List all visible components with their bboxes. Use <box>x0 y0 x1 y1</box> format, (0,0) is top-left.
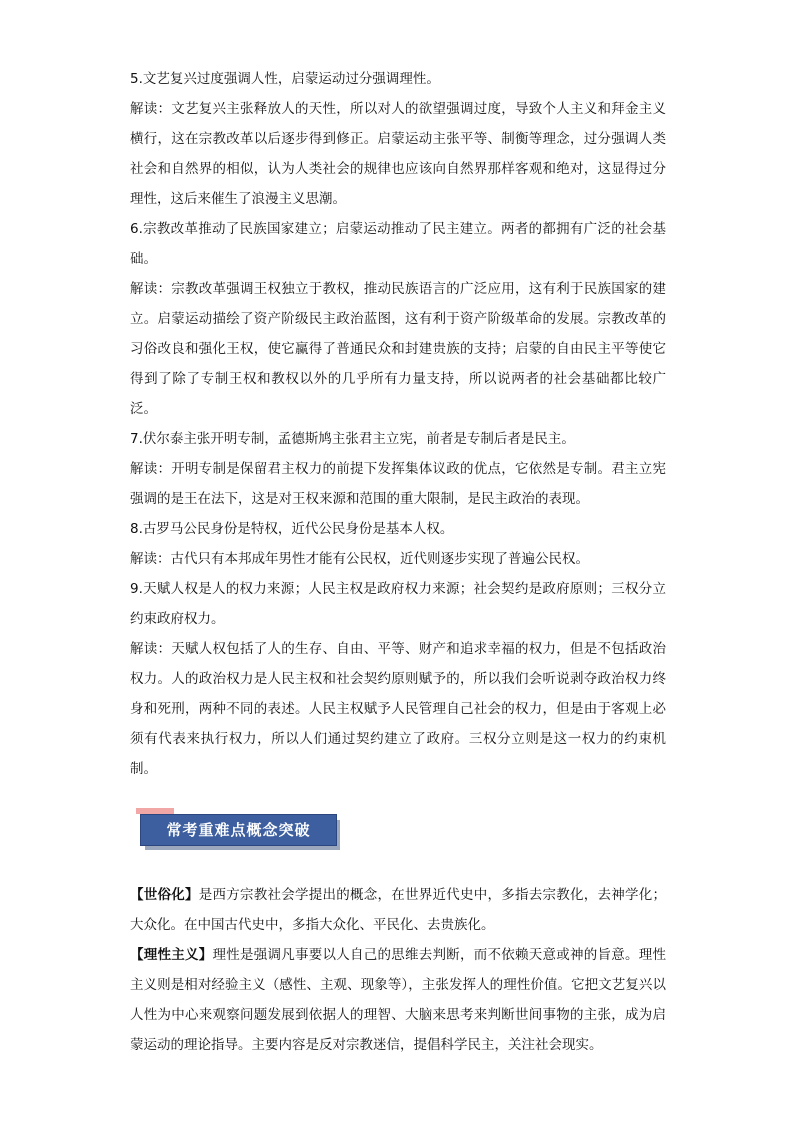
statement-9: 9.天赋人权是人的权力来源；人民主权是政府权力来源；社会契约是政府原则；三权分立约束政府权力。 <box>130 581 666 627</box>
statement-5: 5.文艺复兴过度强调人性，启蒙运动过分强调理性。 <box>130 71 440 87</box>
document-page <box>130 64 666 1060</box>
concept-term: 【理性主义】 <box>130 947 213 963</box>
statement-6: 6.宗教改革推动了民族国家建立；启蒙运动推动了民主建立。两者的都拥有广泛的社会基础。 <box>130 221 666 267</box>
concept-term: 【世俗化】 <box>130 887 199 903</box>
section-banner-container <box>130 800 666 856</box>
statement-7: 7.伏尔泰主张开明专制，孟德斯鸠主张君主立宪，前者是专制后者是民主。 <box>130 431 575 447</box>
explanation-9: 解读：天赋人权包括了人的生存、自由、平等、财产和追求幸福的权力，但是不包括政治权力。人的政治权力是人民主权和社会契约原则赋予的，所以我们会听说剥夺政治权力终身和死刑，两种不同的表述。人民主权赋予人民管理自己社会的权力，但是由于客观上必须有代表来执行权力，所以人们通过契约建立了政府。三权分立则是这一权力的约束机制。 <box>130 641 666 777</box>
explanation-5: 解读：文艺复兴主张释放人的天性，所以对人的欲望强调过度，导致个人主义和拜金主义横行，这在宗教改革以后逐步得到修正。启蒙运动主张平等、制衡等理念，过分强调人类社会和自然界的相似，认为人类社会的规律也应该向自然界那样客观和绝对，这显得过分理性，这后来催生了浪漫主义思潮。 <box>130 101 666 207</box>
concept-secularization <box>130 880 666 940</box>
explanation-6: 解读：宗教改革强调王权独立于教权，推动民族语言的广泛应用，这有利于民族国家的建立。启蒙运动描绘了资产阶级民主政治蓝图，这有利于资产阶级革命的发展。宗教改革的习俗改良和强化王权，使它赢得了普通民众和封建贵族的支持；启蒙的自由民主平等使它得到了除了专制王权和教权以外的几乎所有力量支持，所以说两者的社会基础都比较广泛。 <box>130 281 666 417</box>
section-banner-title: 常考重难点概念突破 <box>140 814 337 846</box>
explanation-8: 解读：古代只有本邦成年男性才能有公民权，近代则逐步实现了普遍公民权。 <box>130 551 589 567</box>
concept-rationalism <box>130 940 666 1060</box>
concept-text: 理性是强调凡事要以人自己的思维去判断，而不依赖天意或神的旨意。理性主义则是相对经验主义（感性、主观、现象等），主张发挥人的理性价值。它把文艺复兴以人性为中心来观察问题发展到依据人的理智、大脑来思考来判断世间事物的主张，成为启蒙运动的理论指导。主要内容是反对宗教迷信，提倡科学民主，关注社会现实。 <box>130 947 666 1053</box>
concept-text: 是西方宗教社会学提出的概念，在世界近代史中，多指去宗教化，去神学化；大众化。在中国古代史中，多指大众化、平民化、去贵族化。 <box>130 887 666 933</box>
statement-8: 8.古罗马公民身份是特权，近代公民身份是基本人权。 <box>130 521 454 537</box>
explanation-7: 解读：开明专制是保留君主权力的前提下发挥集体议政的优点，它依然是专制。君主立宪强调的是王在法下，这是对王权来源和范围的重大限制，是民主政治的表现。 <box>130 461 666 507</box>
